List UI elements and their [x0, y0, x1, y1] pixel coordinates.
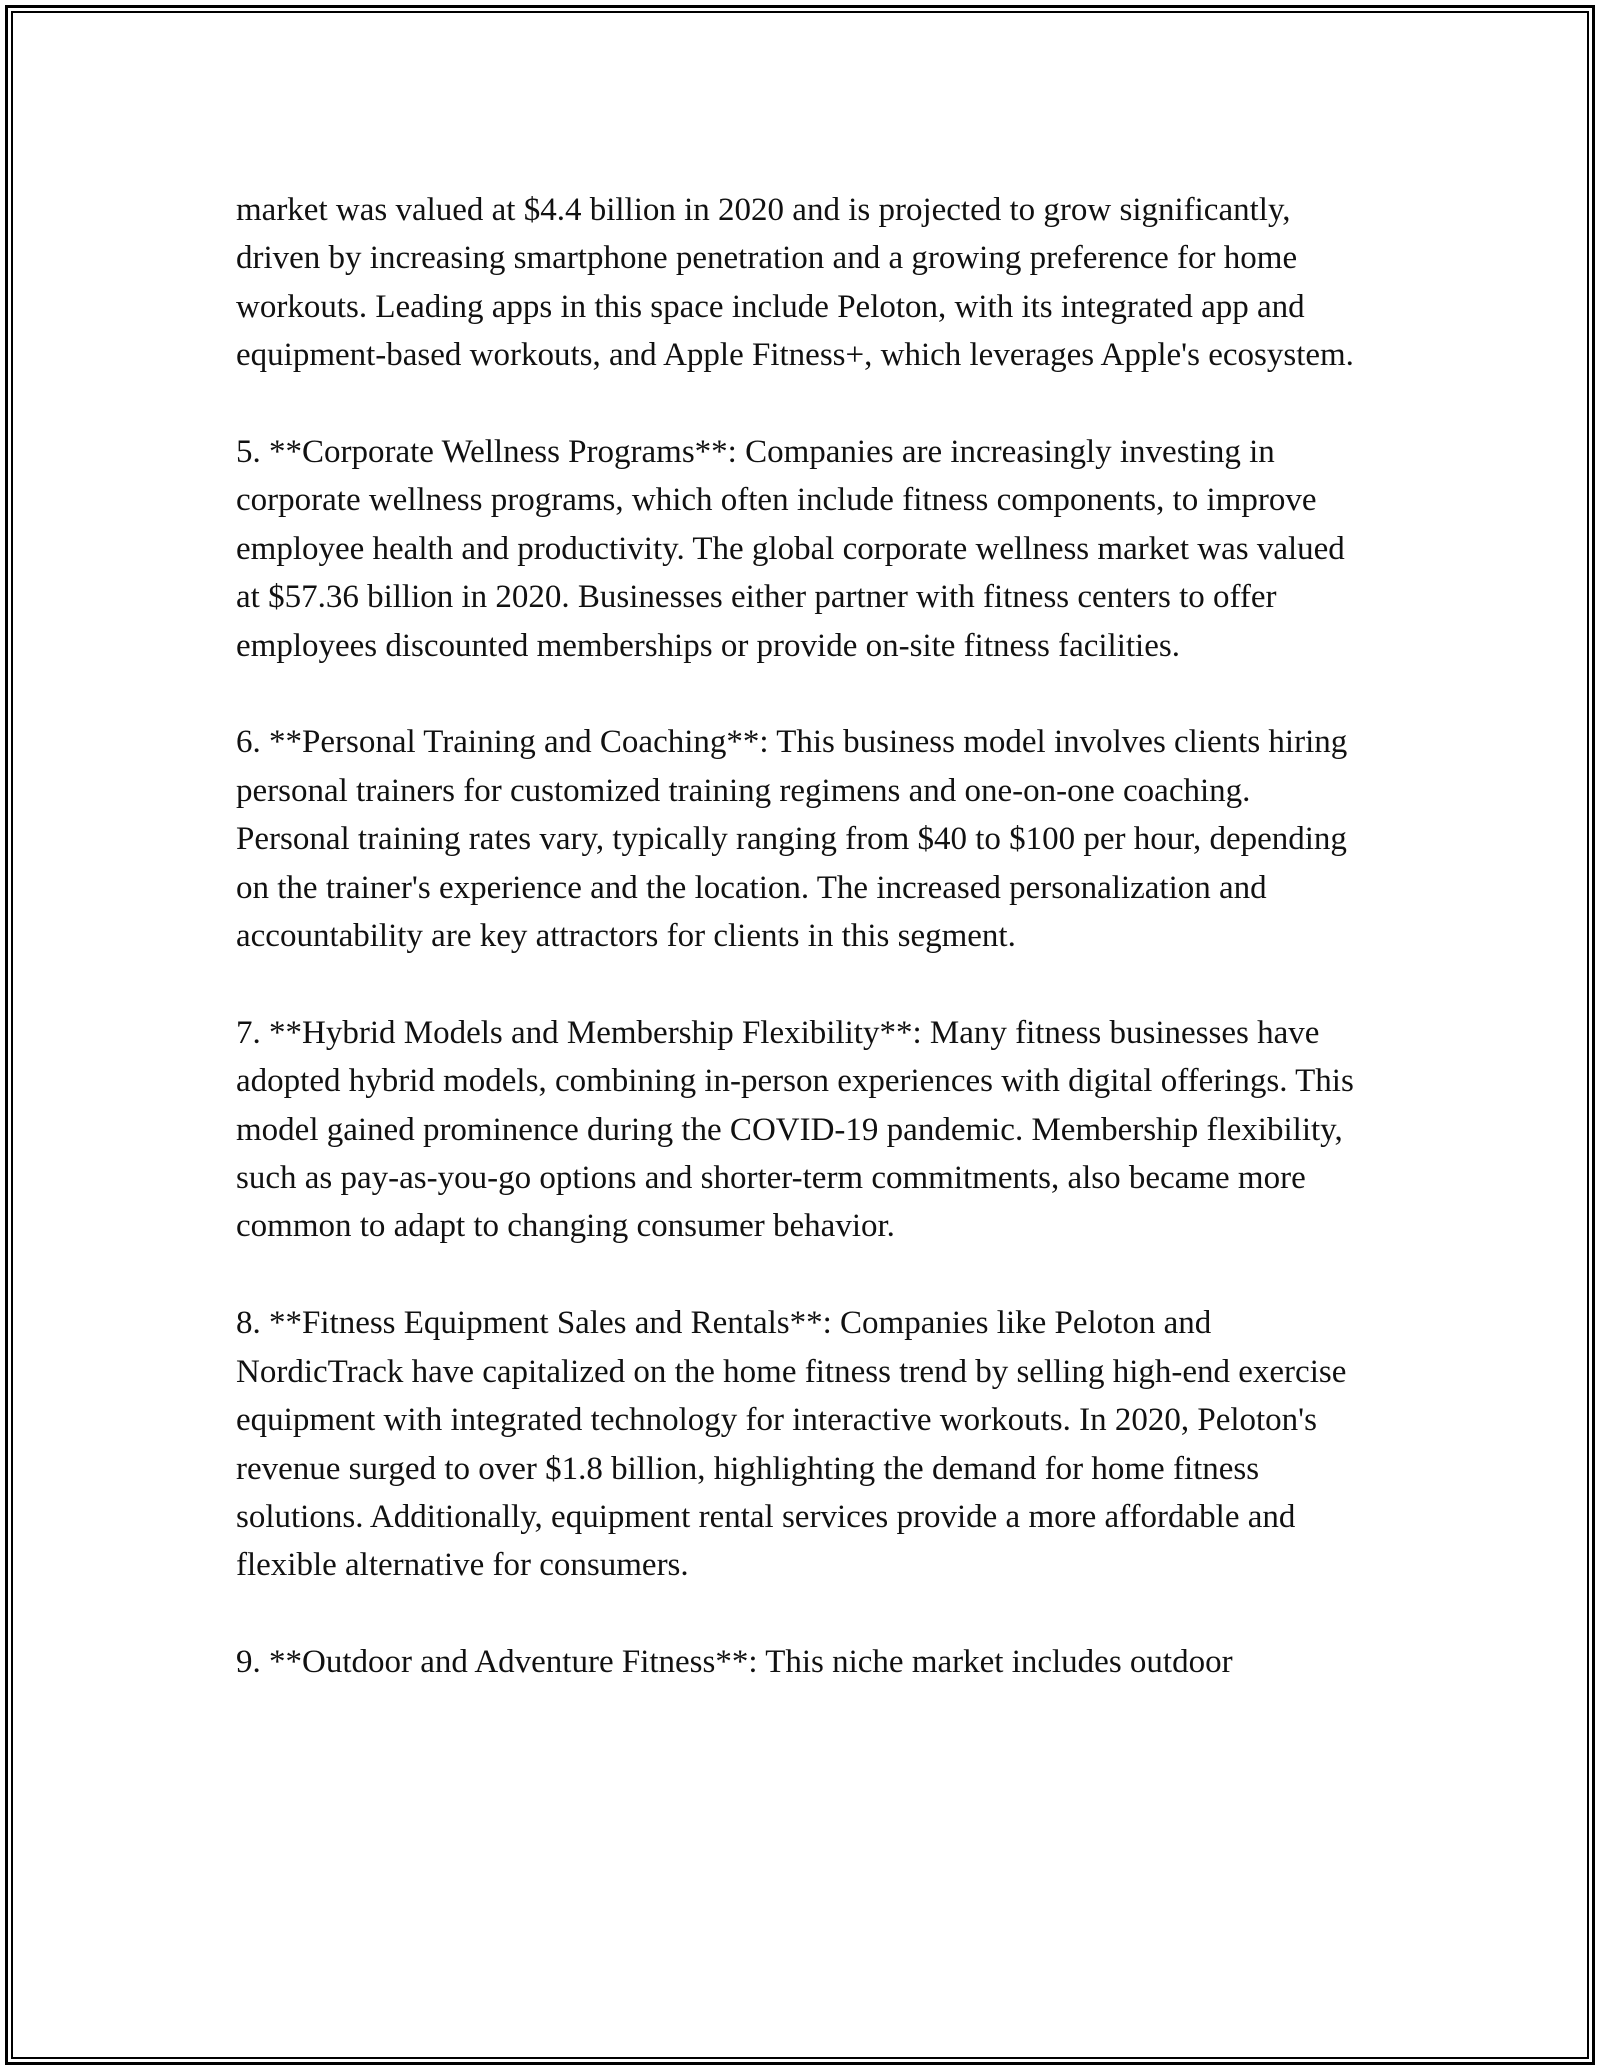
document-body	[236, 186, 1366, 1687]
paragraph-equipment-sales: 8. **Fitness Equipment Sales and Rentals**: Companies like Peloton and NordicTrack have capitalized on the home fitness trend by selling high-end exercise equipment with integrated technology for interactive workouts. In 2020, Peloton's revenue surged to over $1.8 billion, highlighting the demand for home fitness solutions. Additionally, equipment rental services provide a more affordable and flexible alternative for consumers.	[236, 1305, 1347, 1584]
paragraph-hybrid-models: 7. **Hybrid Models and Membership Flexibility**: Many fitness businesses have adopted hybrid models, combining in-person experiences with digital offerings. This model gained prominence during the COVID-19 pandemic. Membership flexibility, such as pay-as-you-go options and shorter-term commitments, also became more common to adapt to changing consumer behavior.	[236, 1014, 1354, 1245]
paragraph-outdoor-fitness: 9. **Outdoor and Adventure Fitness**: This niche market includes outdoor	[236, 1644, 1233, 1681]
paragraph-fitness-apps-continued: market was valued at $4.4 billion in 2020 and is projected to grow significantly, driven by increasing smartphone penetration and a growing preference for home workouts. Leading apps in this space include Peloton, with its integrated app and equipment-based workouts, and Apple Fitness+, which leverages Apple's ecosystem.	[236, 192, 1354, 374]
paragraph-corporate-wellness: 5. **Corporate Wellness Programs**: Companies are increasingly investing in corporate wellness programs, which often include fitness components, to improve employee health and productivity. The global corporate wellness market was valued at $57.36 billion in 2020. Businesses either partner with fitness centers to offer employees discounted memberships or provide on-site fitness facilities.	[236, 434, 1345, 664]
paragraph-personal-training: 6. **Personal Training and Coaching**: This business model involves clients hiring personal trainers for customized training regimens and one-on-one coaching. Personal training rates vary, typically ranging from $40 to $100 per hour, depending on the trainer's experience and the location. The increased personalization and accountability are key attractors for clients in this segment.	[236, 724, 1348, 955]
